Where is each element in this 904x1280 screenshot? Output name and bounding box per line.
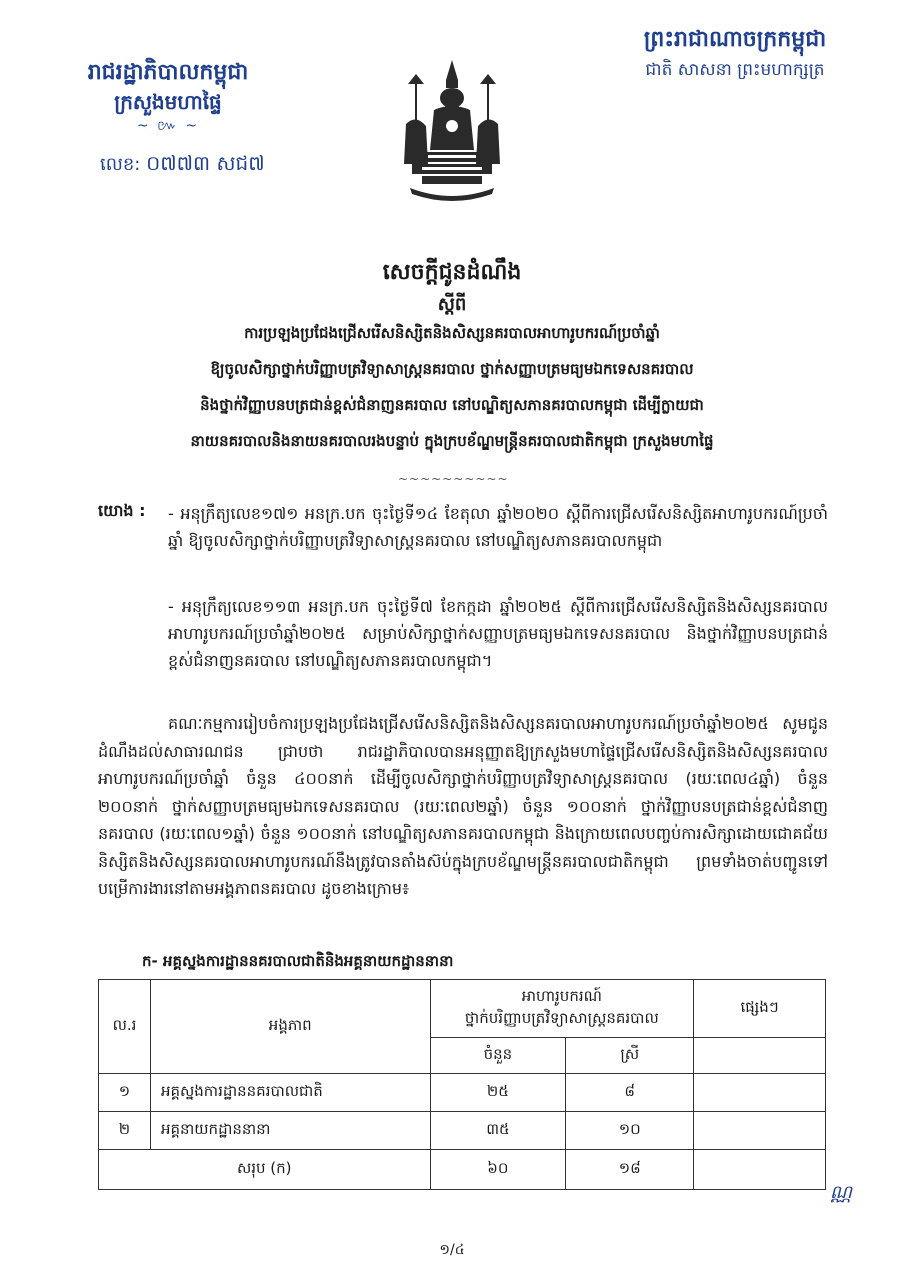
notice-subject-line-4: នាយនគរបាលនិងនាយនគរបាលរងបន្ទាប់ ក្នុងក្របខ័ណ្ឌមន្ត្រីនគរបាលជាតិកម្ពុជា ក្រសួងមហាផ្ទៃ	[190, 432, 714, 450]
row-other	[694, 1112, 826, 1150]
reference-item-1: - អនុក្រឹត្យលេខ១៧១ អនក្រ.បក ចុះថ្ងៃទី១៤ ខែតុលា ឆ្នាំ២០២០ ស្ដីពីការជ្រើសរើសនិស្សិតអាហារូបករណ៍ប្រចាំឆ្នាំ ឱ្យចូលសិក្សាថ្នាក់បរិញ្ញាបត្រវិទ្យាសាស្ត្រនគរបាល នៅបណ្ឌិត្យសភានគរបាលកម្ពុជា	[168, 504, 828, 550]
total-count: ៦០	[430, 1150, 566, 1190]
row-no: ២	[99, 1112, 151, 1150]
body-paragraph: គណៈកម្មការរៀបចំការប្រឡងប្រជែងជ្រើសរើសនិស្សិតនិងសិស្សនគរបាលអាហារូបករណ៍ប្រចាំឆ្នាំ២០២៥ សូមជូនដំណឹងដល់សាធារណជន ជ្រាបថា រាជរដ្ឋាភិបាលបានអនុញ្ញាតឱ្យក្រសួងមហាផ្ទៃជ្រើសរើសនិស្សិតនិងសិស្សនគរបាលអាហារូបករណ៍ប្រចាំឆ្នាំ ចំនួន ៤០០នាក់ ដើម្បីចូលសិក្សាថ្នាក់បរិញ្ញាបត្រវិទ្យាសាស្ត្រនគរបាល (រយៈពេល៤ឆ្នាំ) ចំនួន ២០០នាក់ ថ្នាក់សញ្ញាបត្រមធ្យមឯកទេសនគរបាល (រយៈពេល២ឆ្នាំ) ចំនួន ១០០នាក់ ថ្នាក់វិញ្ញាបនបត្រជាន់ខ្ពស់ជំនាញនគរបាល (រយៈពេល១ឆ្នាំ) ចំនួន ១០០នាក់ នៅបណ្ឌិត្យសភានគរបាលកម្ពុជា និងក្រោយពេលបញ្ចប់ការសិក្សាដោយជោគជ័យ និស្សិតនិងសិស្សនគរបាលអាហារូបករណ៍នឹងត្រូវបានតាំងស៊ប់ក្នុងក្របខ័ណ្ឌមន្ត្រីនគរបាលជាតិកម្ពុជា ព្រមទាំងចាត់បញ្ជូនទៅបម្រើការងារនៅតាមអង្គភាពនគរបាល ដូចខាងក្រោម៖	[98, 714, 828, 898]
row-no: ១	[99, 1074, 151, 1112]
header-other: ផ្សេងៗ	[694, 980, 826, 1038]
header-group-line-1: អាហារូបករណ៍	[521, 986, 602, 1005]
kingdom-name: ព្រះរាជាណាចក្រកម្ពុជា	[643, 27, 827, 52]
page-number: ១/៤	[439, 1242, 465, 1258]
row-count: ២៥	[430, 1074, 566, 1112]
reference-item-2: - អនុក្រឹត្យលេខ១១៣ អនក្រ.បក ចុះថ្ងៃទី៧ ខែកក្កដា ឆ្នាំ២០២៥ ស្ដីពីការជ្រើសរើសនិស្សិតនិងសិស្សនគរបាលអាហារូបករណ៍ប្រចាំឆ្នាំ២០២៥ សម្រាប់សិក្សាថ្នាក់សញ្ញាបត្រមធ្យមឯកទេសនគរបាល និងថ្នាក់វិញ្ញាបនបត្រជាន់ខ្ពស់ជំនាញនគរបាល នៅបណ្ឌិត្យសភានគរបាលកម្ពុជា។	[168, 597, 828, 670]
header-unit: អង្គភាព	[150, 980, 430, 1074]
royal-emblem-icon	[388, 54, 516, 204]
row-unit: អគ្គនាយកដ្ឋាននានា	[150, 1112, 430, 1150]
header-group-line-2: ថ្នាក់បរិញ្ញាបត្រវិទ្យាសាស្ត្រនគរបាល	[464, 1008, 659, 1027]
reference-number	[100, 150, 265, 180]
row-other	[694, 1074, 826, 1112]
government-name: រាជរដ្ឋាភិបាលកម្ពុជា	[87, 60, 249, 85]
header-left	[58, 58, 278, 136]
row-unit: អគ្គស្នងការដ្ឋាននគរបាលជាតិ	[150, 1074, 430, 1112]
header-other-sub	[694, 1038, 826, 1074]
ministry-name: ក្រសួងមហាផ្ទៃ	[114, 90, 222, 114]
signature-initial: ណ្ណ	[830, 1182, 852, 1203]
row-count: ៣៥	[430, 1112, 566, 1150]
reference-value: ០៧៧៣ សជ៧	[146, 151, 265, 175]
header-right	[600, 24, 870, 84]
total-female: ១៨	[566, 1150, 694, 1190]
section-heading: ក- អគ្គស្នងការដ្ឋាននគរបាលជាតិនិងអគ្គនាយកដ្ឋាននានា	[142, 952, 454, 970]
row-female: ៨	[566, 1074, 694, 1112]
total-other	[694, 1150, 826, 1190]
reference-label: លេខ:	[100, 154, 141, 175]
table-row	[99, 1112, 826, 1150]
notice-subject-line-3: និងថ្នាក់វិញ្ញាបនបត្រជាន់ខ្ពស់ជំនាញនគរបាល នៅបណ្ឌិត្យសភានគរបាលកម្ពុជា ដើម្បីក្លាយជា	[200, 396, 704, 414]
references-label: យោង :	[98, 501, 146, 520]
ornament: ~ ៚ ~	[136, 118, 200, 134]
header-count: ចំនួន	[430, 1038, 566, 1074]
allocation-table	[98, 979, 826, 1190]
notice-subject-label: ស្ដីពី	[437, 294, 467, 315]
row-female: ១០	[566, 1112, 694, 1150]
header-scholarship-group	[430, 980, 694, 1038]
notice-subject-line-2: ឱ្យចូលសិក្សាថ្នាក់បរិញ្ញាបត្រវិទ្យាសាស្ត្រនគរបាល ថ្នាក់សញ្ញាបត្រមធ្យមឯកទេសនគរបាល	[210, 360, 694, 378]
notice-title: សេចក្ដីជូនដំណឹង	[382, 260, 522, 285]
title-divider: ~~~~~~~~~~	[398, 472, 509, 486]
total-label: សរុប (ក)	[99, 1150, 431, 1190]
notice-subject-line-1: ការប្រឡងប្រជែងជ្រើសរើសនិស្សិតនិងសិស្សនគរបាលអាហារូបករណ៍ប្រចាំឆ្នាំ	[244, 324, 660, 342]
header-female: ស្រី	[566, 1038, 694, 1074]
header-no: ល.រ	[99, 980, 151, 1074]
table-row	[99, 1074, 826, 1112]
national-motto: ជាតិ សាសនា ព្រះមហាក្សត្រ	[645, 60, 825, 80]
table-total-row	[99, 1150, 826, 1190]
